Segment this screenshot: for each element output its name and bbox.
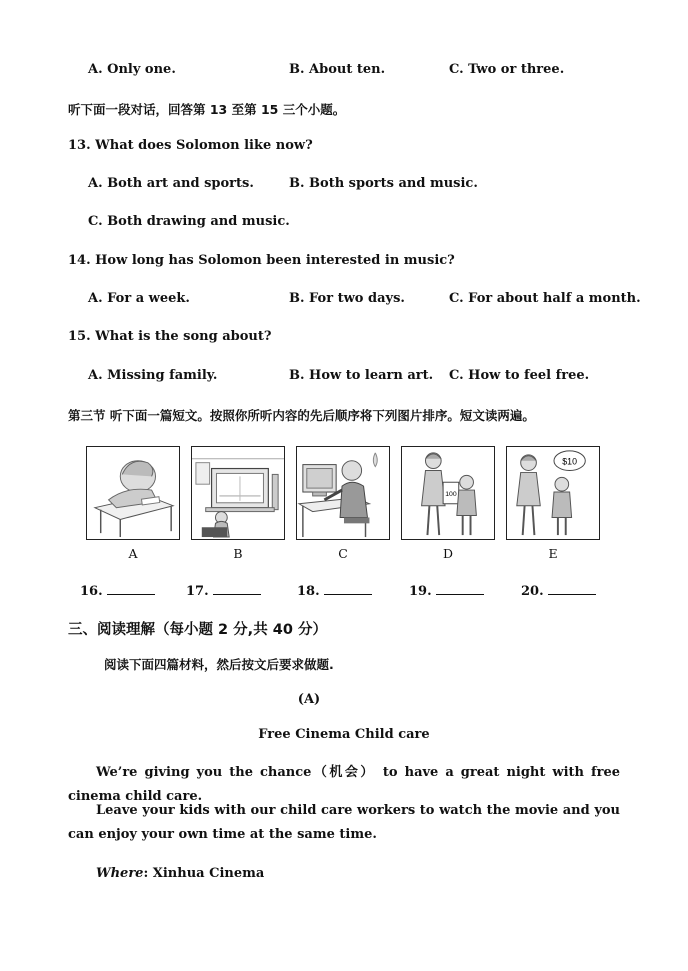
q13-option-c: C. Both drawing and music. (88, 214, 290, 229)
picture-label-a: A (128, 546, 138, 561)
dialog-instruction: 听下面一段对话，回答第 13 至第 15 三个小题。 (68, 102, 346, 117)
where-value: : Xinhua Cinema (143, 866, 265, 881)
answer-number: 16. (80, 584, 103, 599)
q15-stem: 15. What is the song about? (68, 329, 272, 344)
picture-label-c: C (338, 546, 348, 561)
boy-watching-tv-illustration (192, 447, 284, 539)
q12-option-a: A. Only one. (88, 62, 176, 77)
q14-option-b: B. For two days. (289, 291, 405, 306)
where-label: Where (96, 866, 144, 881)
woman-and-boy-with-test-paper-illustration (402, 447, 494, 539)
picture-label-b: B (233, 546, 243, 561)
answer-blank-17[interactable] (186, 582, 261, 599)
answer-number: 18. (297, 584, 320, 599)
where-line (96, 866, 264, 881)
picture-e (506, 446, 600, 540)
q14-option-a: A. For a week. (88, 291, 190, 306)
q14-stem: 14. How long has Solomon been interested in music? (68, 253, 455, 268)
picture-label-d: D (442, 546, 454, 561)
q13-option-b: B. Both sports and music. (289, 176, 478, 191)
section3-instruction: 第三节 听下面一篇短文。按照你所听内容的先后顺序将下列图片排序。短文读两遍。 (68, 408, 535, 423)
answer-blank-20[interactable] (521, 582, 596, 599)
woman-and-boy-asking-money-illustration (507, 447, 599, 539)
answer-number: 20. (521, 584, 544, 599)
q12-option-c: C. Two or three. (449, 62, 565, 77)
q15-option-b: B. How to learn art. (289, 368, 434, 383)
answer-blank-19[interactable] (409, 582, 484, 599)
test-score-text: 100 (445, 490, 457, 498)
q13-stem: 13. What does Solomon like now? (68, 138, 313, 153)
answer-number: 17. (186, 584, 209, 599)
passage-paragraph-1: We’re giving you the chance（机会） to have a great night with free cinema child care. (68, 765, 620, 804)
q14-option-c: C. For about half a month. (449, 291, 641, 306)
answer-number: 19. (409, 584, 432, 599)
answer-blank-18[interactable] (297, 582, 372, 599)
reading-section-heading: 三、阅读理解（每小题 2 分,共 40 分） (68, 622, 327, 638)
picture-a (86, 446, 180, 540)
q12-option-b: B. About ten. (289, 62, 386, 77)
q15-option-c: C. How to feel free. (449, 368, 590, 383)
passage-title: Free Cinema Child care (258, 727, 430, 742)
speech-bubble-text: $10 (562, 456, 577, 467)
picture-label-e: E (548, 546, 558, 561)
q13-option-a: A. Both art and sports. (88, 176, 254, 191)
boy-sleeping-at-desk-illustration (87, 447, 179, 539)
picture-d (401, 446, 495, 540)
passage-label: (A) (297, 692, 321, 707)
q15-option-a: A. Missing family. (88, 368, 218, 383)
answer-blank-16[interactable] (80, 582, 155, 599)
picture-c (296, 446, 390, 540)
passage-paragraph-2: Leave your kids with our child care workers to watch the movie and you can enjoy your own time at the same time. (68, 803, 620, 842)
picture-b (191, 446, 285, 540)
man-using-computer-illustration (297, 447, 389, 539)
reading-instruction: 阅读下面四篇材料，然后按文后要求做题. (104, 657, 334, 672)
